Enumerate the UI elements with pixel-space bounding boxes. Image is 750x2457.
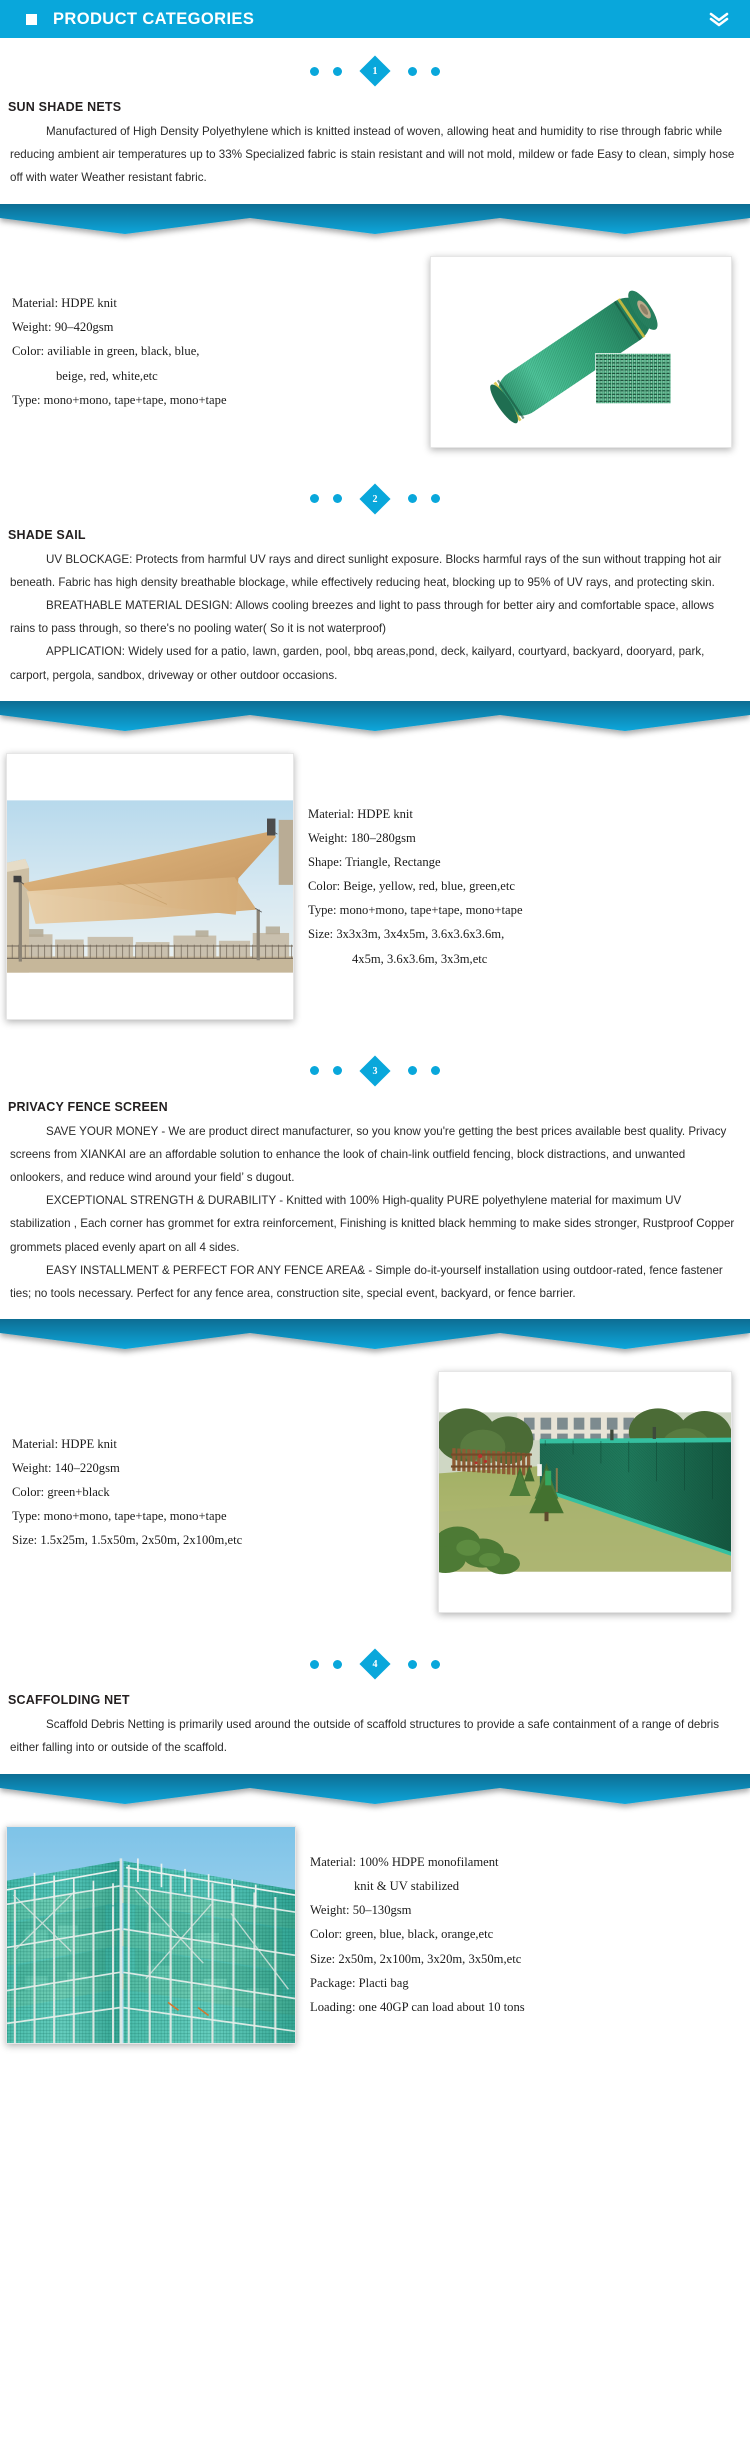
zigzag-banner [0,204,750,246]
spec-line: Weight: 180–280gsm [308,830,416,845]
divider-dot [408,1066,417,1075]
divider-dot [431,494,440,503]
section-number-label: 2 [372,493,378,505]
product-detail-row-3 [0,1361,750,1631]
spec-line: Color: green+black [12,1485,110,1500]
section-number-divider [0,1038,750,1100]
divider-dot [408,1660,417,1669]
divider-dot [431,1660,440,1669]
section-paragraph: EASY INSTALLMENT & PERFECT FOR ANY FENCE AREA& - Simple do-it-yourself installation using outdoor-rated, fence fastener ties; no tools necessary. Perfect for any fence area, construction site, special event, backyard, or fence barrier. [10,1263,723,1300]
divider-dot [310,494,319,503]
spec-line: Weight: 140–220gsm [12,1460,120,1475]
spec-line: Color: Beige, yellow, red, blue, green,etc [308,879,515,894]
section-text-block-1 [0,100,750,204]
spec-list [4,1432,438,1553]
spec-line: Type: mono+mono, tape+tape, mono+tape [12,1509,227,1524]
section-number-label: 1 [372,65,378,77]
spec-line: Size: 2x50m, 2x100m, 3x20m, 3x50m,etc [310,1951,522,1966]
section-paragraph: BREATHABLE MATERIAL DESIGN: Allows cooling breezes and light to pass through for better airy and comfortable space, allows rains to pass through, so there's no pooling water( So it is not waterproof) [10,598,715,636]
section-text-block-4 [0,1693,750,1773]
spec-line: Package: Placti bag [310,1975,409,1990]
spec-line: Weight: 50–130gsm [310,1903,412,1918]
green-privacy-fence-screen-garden-photo [438,1371,732,1613]
divider-dot [310,1066,319,1075]
spec-line: 4x5m, 3.6x3.6m, 3x3m,etc [352,951,488,966]
zigzag-banner [0,1319,750,1361]
spec-line: Color: green, blue, black, orange,etc [310,1927,494,1942]
divider-dot [333,1066,342,1075]
divider-dot [310,1660,319,1669]
product-categories-header[interactable] [0,0,750,38]
product-detail-row-1 [0,246,750,466]
section-number-divider [0,466,750,528]
spec-line: Weight: 90–420gsm [12,320,114,335]
page-title: PRODUCT CATEGORIES [53,9,255,28]
product-detail-row-2 [0,743,750,1038]
section-number-label: 4 [372,1658,378,1670]
divider-dot [431,67,440,76]
section-number-divider [0,38,750,100]
section-number-divider [0,1631,750,1693]
zigzag-banner [0,701,750,743]
spec-line: Material: 100% HDPE monofilament [310,1854,499,1869]
spec-line: Size: 1.5x25m, 1.5x50m, 2x50m, 2x100m,etc [12,1533,243,1548]
divider-dot [333,1660,342,1669]
zigzag-banner [0,1774,750,1816]
spec-line: Type: mono+mono, tape+tape, mono+tape [12,392,227,407]
spec-line: Material: HDPE knit [12,296,117,311]
divider-dot [333,494,342,503]
spec-list [4,291,430,412]
section-number-label: 3 [372,1065,378,1077]
section-paragraph: SAVE YOUR MONEY - We are product direct manufacturer, so you know you're getting the best prices available best quality. Privacy screens from XIANKAI are an affordable solution to enhance the look of chain-link outfield fencing, block distractions, and unwanted onlookers, and reduce wind around your field’ s dugout. [10,1124,727,1185]
green-scaffolding-net-building-photo [6,1826,296,2044]
spec-list [294,802,744,971]
section-text-block-2 [0,528,750,701]
section-paragraph: UV BLOCKAGE: Protects from harmful UV rays and direct sunlight exposure. Blocks harmful rays of the sun without trapping hot air beneath. Fabric has high density breathable blockage, while effectively reducing heat, blocking up to 95% of UV rays, and protecting skin. [10,552,722,589]
divider-dot [333,67,342,76]
product-detail-row-4 [0,1816,750,2062]
section-paragraph: APPLICATION: Widely used for a patio, lawn, garden, pool, bbq areas,pond, deck, kailyard, courtyard, backyard, dooryard, park, carport, pergola, sandbox, driveway or other outdoor occasions. [10,645,705,682]
section-paragraph: Manufactured of High Density Polyethylene which is knitted instead of woven, allowing heat and humidity to rise through fabric while reducing ambient air temperatures up to 33% Specialized fabric is stain resistant and will not mold, mildew or fade Easy to clean, simply hose off with water Weather resistant fabric. [10,125,735,185]
section-number-badge-2 [359,483,390,514]
green-shade-net-roll-photo [430,256,732,448]
section-title: SUN SHADE NETS [8,100,122,114]
divider-dot [408,494,417,503]
section-number-badge-1 [359,55,390,86]
section-title: PRIVACY FENCE SCREEN [8,1099,168,1114]
spec-line: Shape: Triangle, Rectange [308,854,441,869]
spec-line: Material: HDPE knit [12,1436,117,1451]
spec-line: beige, red, white,etc [56,368,158,383]
divider-dot [310,67,319,76]
spec-line: knit & UV stabilized [354,1879,460,1894]
divider-dot [431,1066,440,1075]
section-text-block-3 [0,1100,750,1320]
section-paragraph: EXCEPTIONAL STRENGTH & DURABILITY - Knitted with 100% High-quality PURE polyethylene material for maximum UV stabilization , Each corner has grommet for extra reinforcement, Finishing is knitted black hemming to make sides stronger, Rustproof Copper grommets placed evenly apart on all 4 sides. [10,1194,735,1254]
section-title: SCAFFOLDING NET [8,1693,130,1708]
divider-dot [408,67,417,76]
section-title: SHADE SAIL [8,527,86,542]
spec-line: Loading: one 40GP can load about 10 tons [310,1999,525,2014]
spec-line: Color: aviliable in green, black, blue, [12,344,200,359]
spec-line: Type: mono+mono, tape+tape, mono+tape [308,903,523,918]
section-paragraph: Scaffold Debris Netting is primarily used around the outside of scaffold structures to provide a safe containment of a range of debris either falling into or outside of the scaffold. [10,1718,720,1755]
spec-list [296,1850,744,2019]
square-bullet-icon [26,14,37,25]
double-chevron-down-icon[interactable] [706,6,732,32]
spec-line: Size: 3x3x3m, 3x4x5m, 3.6x3.6x3.6m, [308,927,505,942]
beige-shade-sail-rooftop-photo [6,753,294,1020]
spec-line: Material: HDPE knit [308,806,413,821]
section-number-badge-3 [359,1055,390,1086]
section-number-badge-4 [359,1649,390,1680]
